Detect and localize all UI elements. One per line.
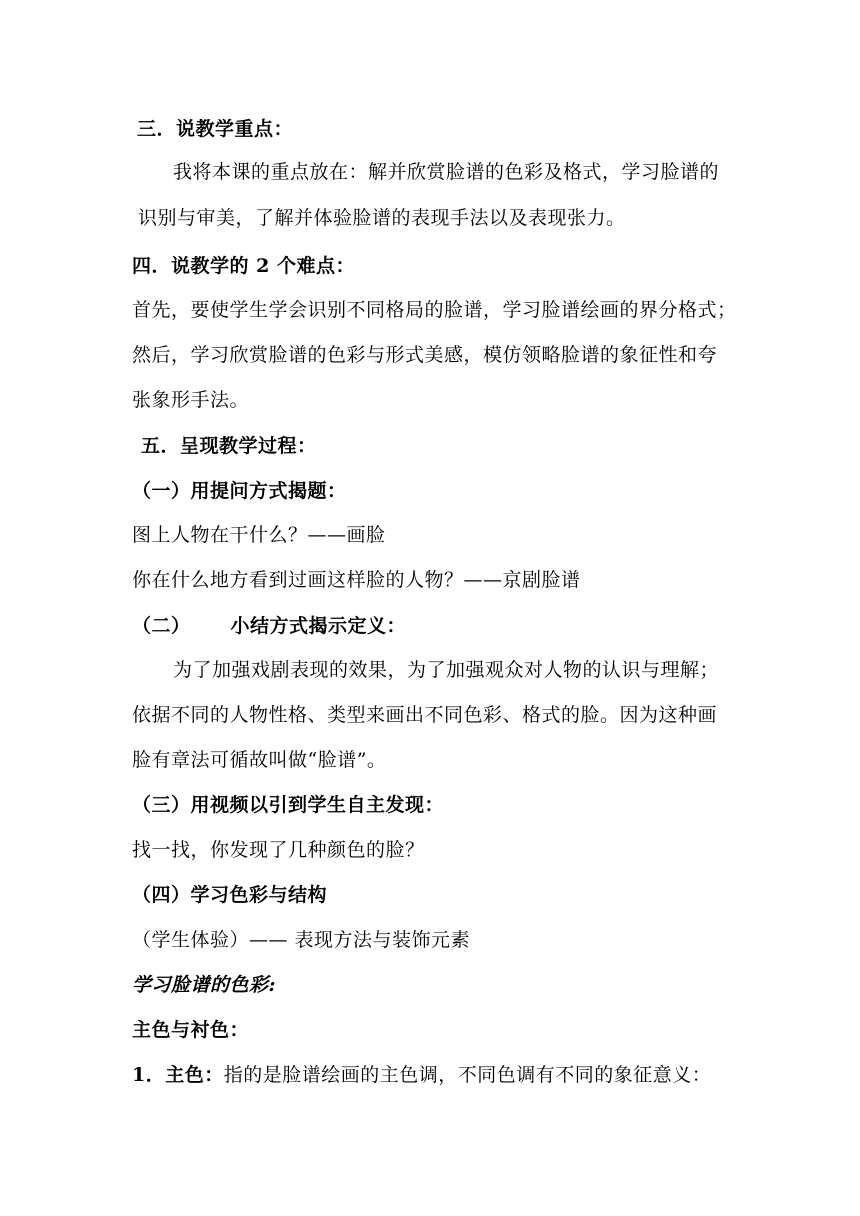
- heading-section-5: 五．呈现教学过程：: [141, 435, 317, 457]
- question-1: 图上人物在干什么？——画脸: [132, 524, 386, 546]
- list-item-1: [132, 1062, 711, 1088]
- subheading-1: （一）用提问方式揭题：: [132, 480, 347, 502]
- heading-section-3: 三．说教学重点：: [137, 118, 294, 140]
- paragraph-difficulties-line-3: 张象形手法。: [132, 389, 250, 411]
- paragraph-definition-line-2: 依据不同的人物性格、类型来画出不同色彩、格式的脸。因为这种画: [132, 704, 718, 726]
- paragraph-difficulties-line-1: 首先，要使学生学会识别不同格局的脸谱，学习脸谱绘画的界分格式；: [132, 299, 737, 321]
- list-item-1-label: 1．主色：: [132, 1064, 224, 1086]
- note-student-experience: （学生体验）—— 表现方法与装饰元素: [132, 929, 471, 951]
- subheading-2: [132, 613, 406, 639]
- heading-main-secondary-colors: 主色与衬色：: [132, 1019, 250, 1041]
- question-colors: 找一找，你发现了几种颜色的脸？: [132, 839, 425, 861]
- paragraph-key-points-line-1: 我将本课的重点放在：解并欣赏脸谱的色彩及格式，学习脸谱的: [173, 161, 720, 183]
- paragraph-definition-line-1: 为了加强戏剧表现的效果，为了加强观众对人物的认识与理解；: [173, 659, 720, 681]
- italic-heading-colors: 学习脸谱的色彩:: [132, 974, 277, 996]
- heading-section-4: 四．说教学的 2 个难点：: [132, 255, 355, 277]
- list-item-1-text: 指的是脸谱绘画的主色调，不同色调有不同的象征意义：: [223, 1064, 712, 1086]
- paragraph-difficulties-line-2: 然后，学习欣赏脸谱的色彩与形式美感，模仿领略脸谱的象征性和夸: [132, 344, 718, 366]
- paragraph-definition-line-3: 脸有章法可循故叫做“脸谱”。: [132, 749, 387, 771]
- subheading-2-number: （二）: [132, 615, 191, 637]
- question-2: 你在什么地方看到过画这样脸的人物？——京剧脸谱: [132, 569, 581, 591]
- subheading-3: （三）用视频以引到学生自主发现：: [132, 794, 445, 816]
- subheading-4: （四）学习色彩与结构: [132, 884, 328, 906]
- subheading-2-text: 小结方式揭示定义：: [230, 615, 407, 637]
- paragraph-key-points-line-2: 识别与审美，了解并体验脸谱的表现手法以及表现张力。: [138, 207, 626, 229]
